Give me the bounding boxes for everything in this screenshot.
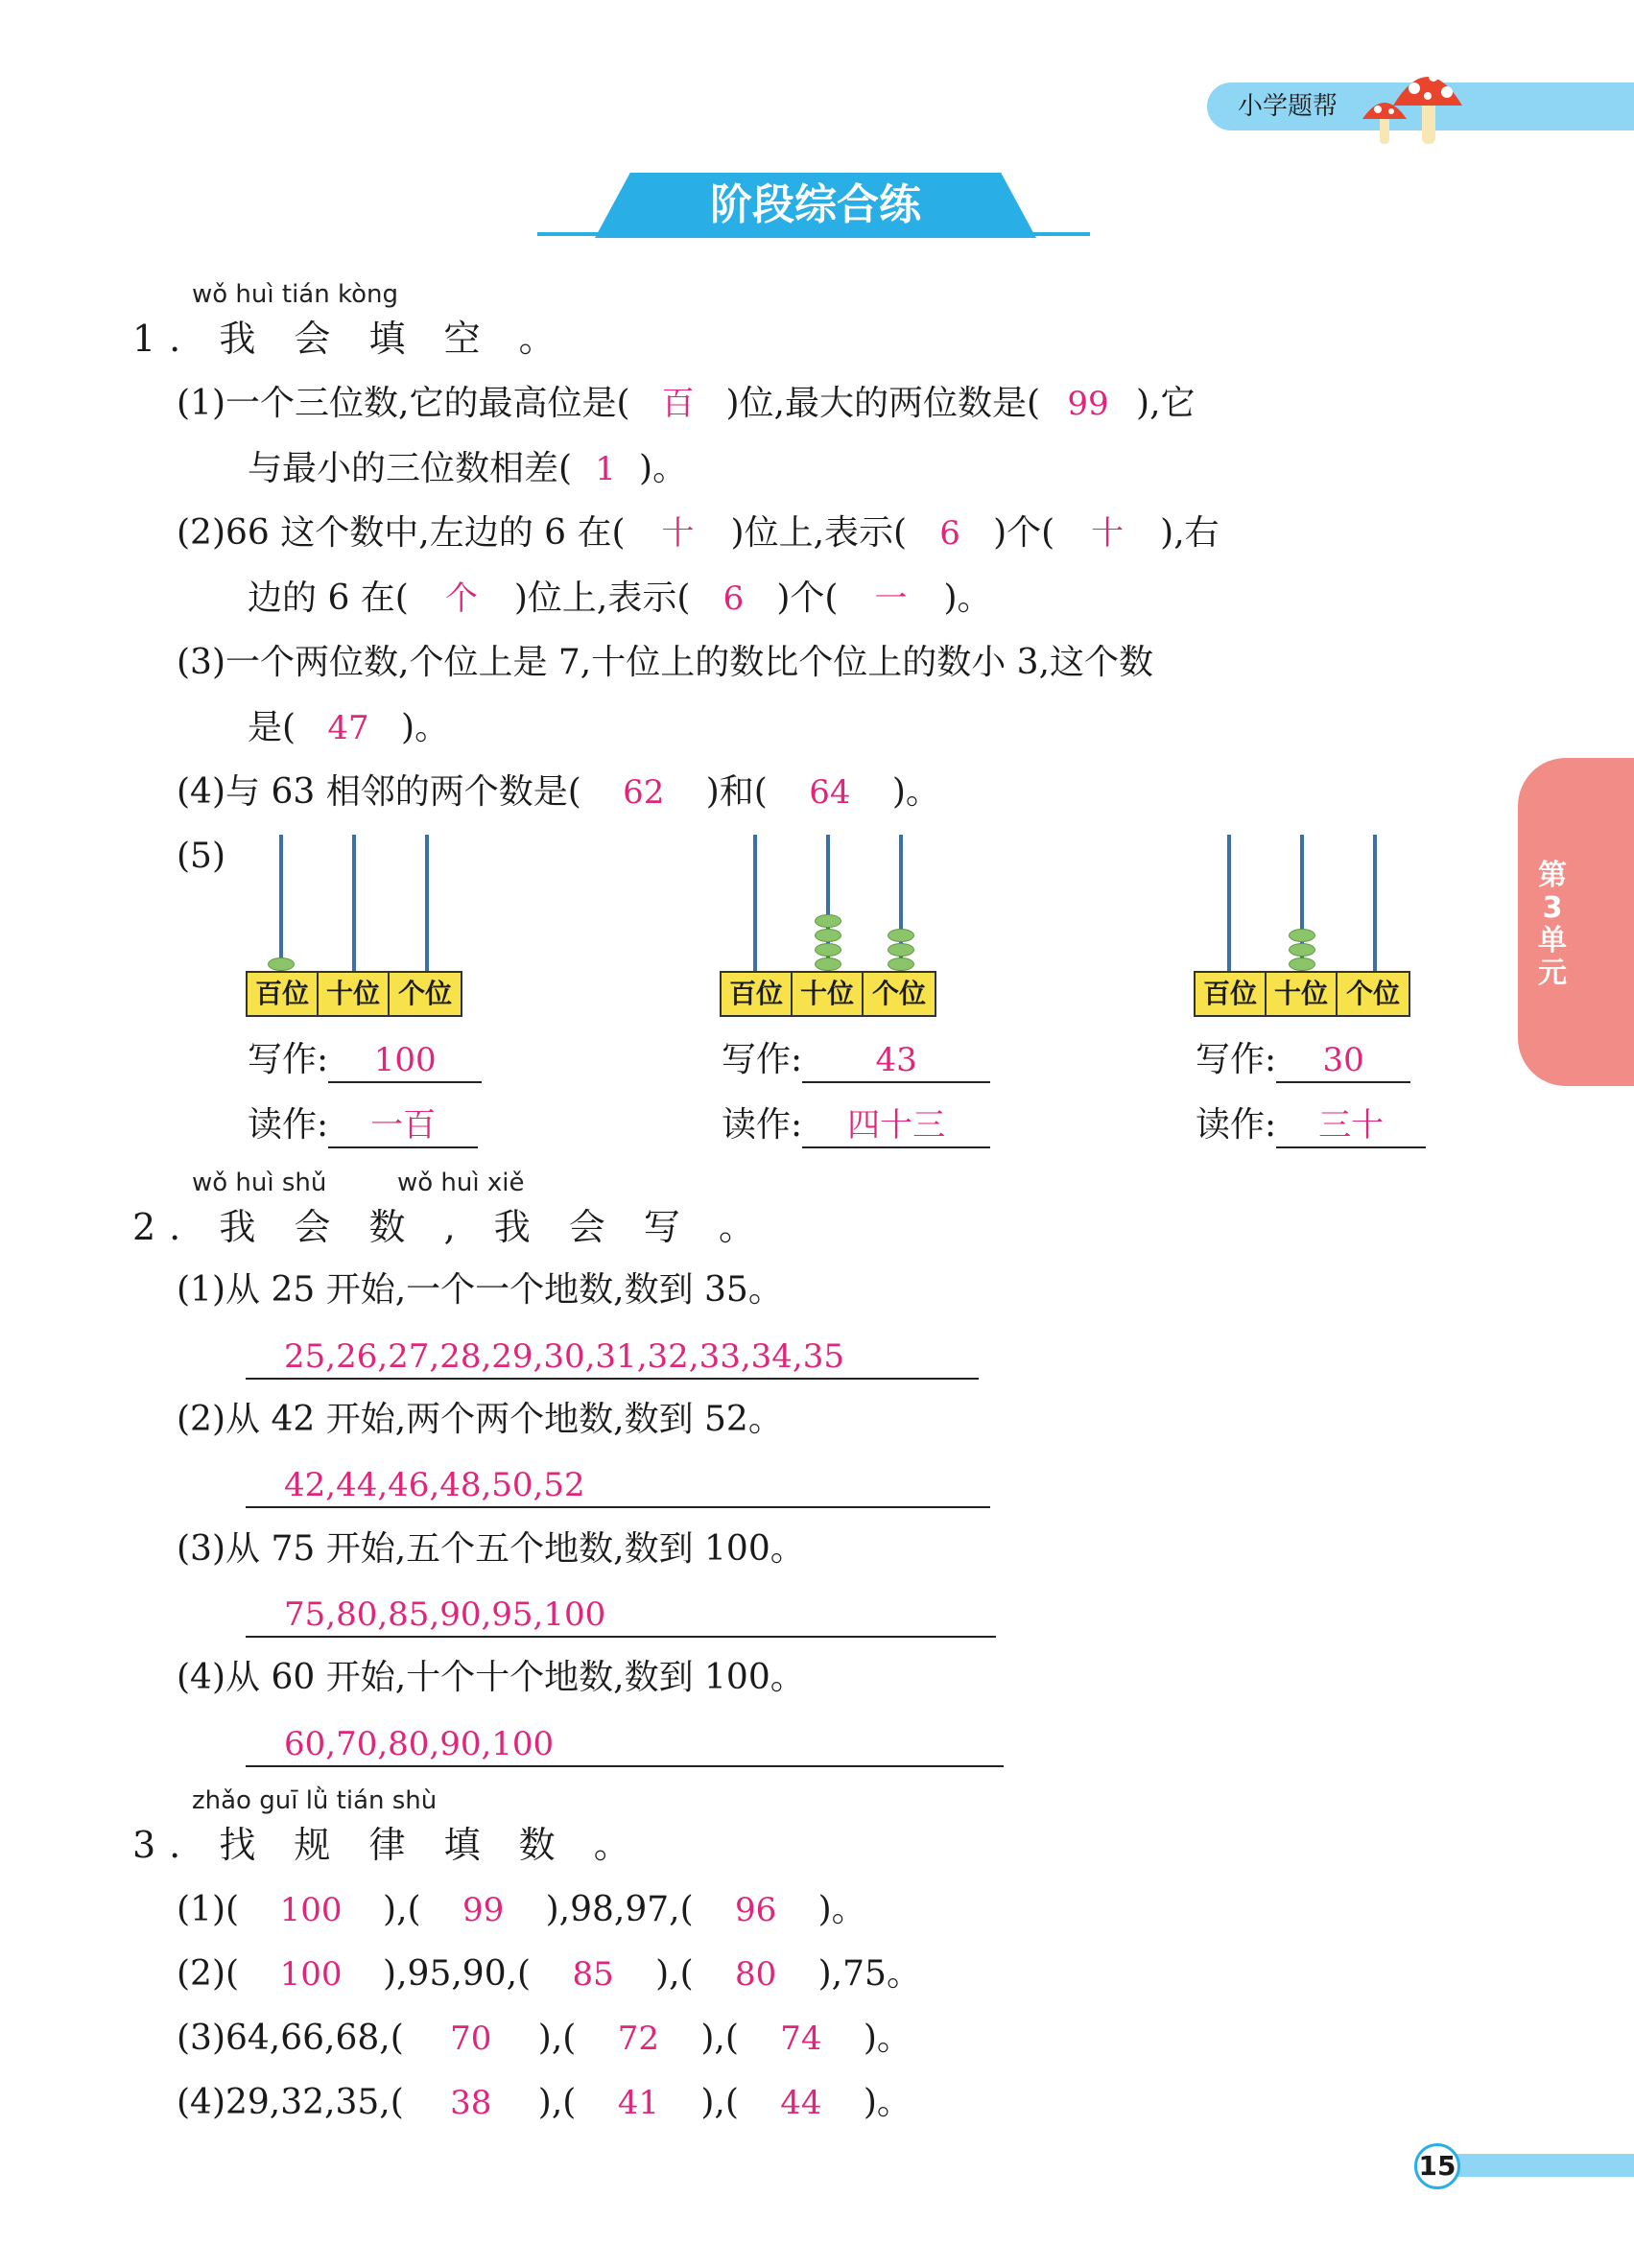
tens-label: 十位 [793,973,864,1015]
text: )。 [817,1890,866,1929]
abacus-2 [720,835,940,1007]
text: )个( [993,513,1055,553]
text: )和( [705,772,768,812]
q2-answer-2: 42,44,46,48,50,52 [246,1464,990,1508]
answer: 十 [661,514,695,553]
answer: 一 [874,579,908,618]
q3-row-3 [177,2017,912,2061]
abacus-bead [815,957,841,971]
text: (4)29,32,35,( [177,2083,404,2122]
q1-p2-line2 [248,577,992,621]
tens-label: 十位 [319,973,390,1015]
answer: 一百 [328,1104,478,1148]
text: )。 [943,579,992,618]
q2-answer-3: 75,80,85,90,95,100 [246,1594,996,1638]
brand-name: 小学题帮 [1238,92,1338,121]
text: ),右 [1160,513,1220,553]
answer: 个 [444,579,478,618]
text: ),( [537,2083,577,2122]
read-1 [248,1103,478,1148]
text: ),( [383,1890,421,1929]
answer: 100 [279,1891,343,1929]
answer: 99 [1067,385,1109,423]
answer: 三十 [1276,1104,1426,1148]
write-label: 写作: [248,1040,329,1079]
q1-heading: 1. 我 会 填 空 。 [132,318,569,360]
text: ),( [700,2083,739,2122]
q1-p4 [177,770,940,815]
hundreds-label: 百位 [722,973,793,1015]
q3-row-2 [177,1952,921,1996]
text: (2)( [177,1954,240,1994]
answer: 43 [802,1039,990,1083]
place-value-labels [246,971,462,1017]
text: ),95,90,( [383,1954,532,1994]
text: ),( [700,2019,739,2058]
text: 边的 6 在( [248,579,409,618]
text: (4)与 63 相邻的两个数是( [177,772,581,812]
text: (3)64,66,68,( [177,2019,404,2058]
answer: 100 [279,1955,343,1994]
read-2 [722,1103,990,1148]
q2-pinyin-b: wǒ huì xiě [397,1169,525,1197]
text: 与最小的三位数相差( [248,449,573,488]
unit-tab-label [1531,860,1574,990]
q2-item-1: (1)从 25 开始,一个一个地数,数到 35。 [177,1270,783,1310]
q3-row-4 [177,2081,912,2125]
text: 是( [248,708,296,747]
abacus-bead [1289,929,1315,942]
write-2 [722,1038,990,1083]
page-number-bar [1439,2154,1634,2177]
answer: 1 [595,450,616,488]
text: )。 [639,449,688,488]
text: ),98,97,( [545,1890,694,1929]
answer: 38 [450,2084,492,2122]
answer: 十 [1091,514,1125,553]
write-label: 写作: [1196,1040,1277,1079]
text: )。 [863,2083,912,2122]
unit-char: 元 [1538,957,1567,990]
abacus-bead [268,957,295,971]
answer: 80 [735,1955,777,1994]
abacus-rod [1373,835,1377,977]
read-label: 读作: [1196,1105,1277,1145]
answer: 74 [780,2020,822,2058]
abacus-1 [246,835,466,1007]
q1-p3-line2 [248,706,449,750]
q1-p5-label: (5) [177,837,225,876]
unit-char: 第 [1538,859,1567,892]
q2-item-2: (2)从 42 开始,两个两个地数,数到 52。 [177,1400,783,1439]
write-3 [1196,1038,1410,1083]
answer: 100 [328,1039,482,1083]
abacus-rod [352,835,356,977]
q2-item-3: (3)从 75 开始,五个五个地数,数到 100。 [177,1529,805,1569]
abacus-bead [888,957,914,971]
q2-item-4: (4)从 60 开始,十个十个地数,数到 100。 [177,1658,805,1697]
abacus-bead [1289,943,1315,957]
q2-answer-4: 60,70,80,90,100 [246,1723,1004,1767]
unit-char: 3 [1542,891,1563,925]
text: ),( [537,2019,577,2058]
abacus-bead [815,943,841,957]
q1-p1-line1 [177,382,1196,426]
read-3 [1196,1103,1426,1148]
text: (1)一个三位数,它的最高位是( [177,384,630,423]
abacus-rod [279,835,283,977]
abacus-3 [1194,835,1414,1007]
hundreds-label: 百位 [1196,973,1267,1015]
text: )位上,表示( [513,579,691,618]
place-value-labels [1194,971,1410,1017]
abacus-bead [888,929,914,942]
text: )位上,表示( [730,513,908,553]
answer: 41 [617,2084,659,2122]
answer: 四十三 [802,1104,990,1148]
text: ),75。 [817,1954,921,1994]
text: )个( [776,579,839,618]
q1-p2-line1 [177,511,1220,555]
ones-label: 个位 [397,978,452,1009]
q2-pinyin-a: wǒ huì shǔ [192,1169,327,1197]
write-1 [248,1038,482,1083]
answer: 6 [939,514,960,553]
answer: 44 [780,2084,822,2122]
tens-label: 十位 [1267,973,1338,1015]
text: )位,最大的两位数是( [725,384,1041,423]
abacus-bead [888,943,914,957]
q2-heading: 2. 我 会 数 , 我 会 写 。 [132,1206,769,1248]
answer: 6 [722,579,745,618]
text: )。 [401,708,450,747]
answer: 62 [623,773,665,812]
answer: 百 [661,385,695,423]
q1-p3-line1: (3)一个两位数,个位上是 7,十位上的数比个位上的数小 3,这个数 [177,643,1154,682]
answer: 96 [735,1891,777,1929]
answer: 70 [450,2020,492,2058]
mushroom-icon [1351,58,1466,154]
hundreds-label: 百位 [248,973,319,1015]
text: (1)( [177,1890,240,1929]
abacus-rod [1227,835,1231,977]
answer: 30 [1276,1039,1410,1083]
q3-row-1 [177,1888,866,1932]
ones-label: 个位 [871,978,926,1009]
page-number: 15 [1414,2143,1460,2189]
q1-p1-line2 [248,447,687,491]
read-label: 读作: [248,1105,329,1145]
answer: 99 [462,1891,505,1929]
abacus-bead [1289,957,1315,971]
answer: 85 [572,1955,614,1994]
q3-pinyin: zhǎo guī lǜ tián shù [192,1786,438,1815]
q2-answer-1: 25,26,27,28,29,30,31,32,33,34,35 [246,1335,979,1380]
unit-char: 单 [1538,924,1567,957]
text: )。 [891,772,940,812]
text: (2)66 这个数中,左边的 6 在( [177,513,626,553]
page-title: 阶段综合练 [710,180,921,229]
write-label: 写作: [722,1040,803,1079]
q1-pinyin: wǒ huì tián kòng [192,280,398,309]
answer: 64 [809,773,851,812]
ones-label: 个位 [1345,978,1400,1009]
answer: 72 [617,2020,659,2058]
text: ),它 [1136,384,1196,423]
text: ),( [655,1954,694,1994]
abacus-rod [425,835,429,977]
abacus-bead [815,914,841,928]
text: )。 [863,2019,912,2058]
abacus-bead [815,929,841,942]
read-label: 读作: [722,1105,803,1145]
q3-heading: 3. 找 规 律 填 数 。 [132,1824,644,1866]
abacus-rod [753,835,757,977]
answer: 47 [327,709,369,747]
place-value-labels [720,971,936,1017]
